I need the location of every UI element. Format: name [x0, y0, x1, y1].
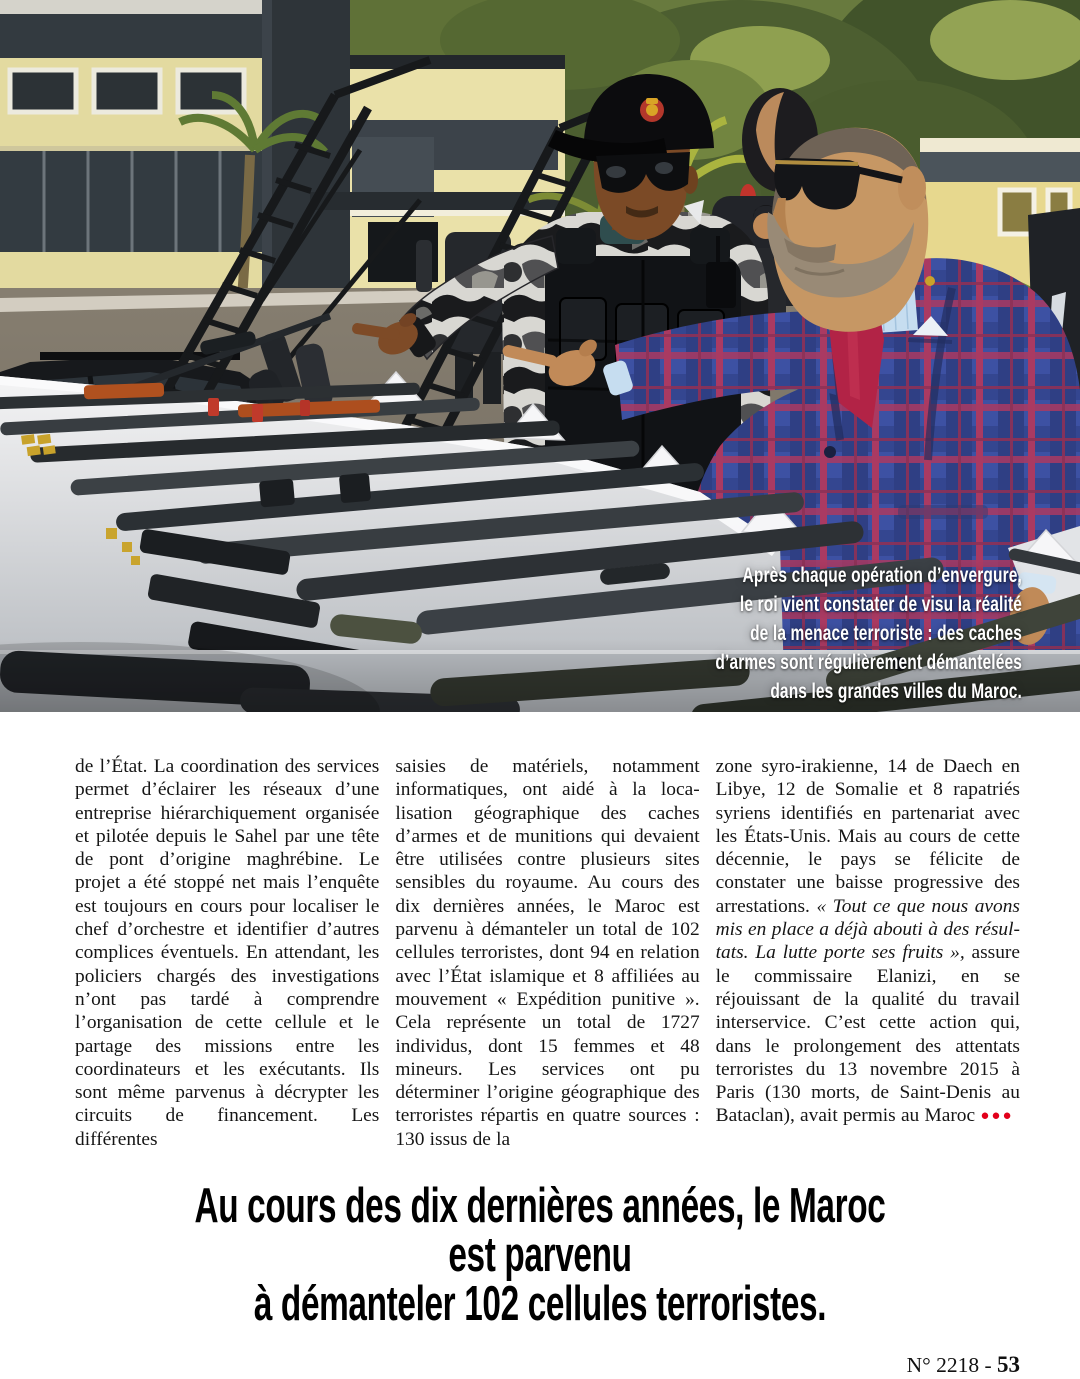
article-columns [0, 712, 1080, 1151]
page-footer [0, 1352, 1080, 1378]
issue-number: N° 2218 - [906, 1353, 997, 1378]
column-3-text: zone syro-irakienne, 14 de Daech en Libye, 12 de Somalie et 8 rapatriés syriens identifiés en partenariat avec les États-Unis. Mais au cours de cette décennie, le pays se félicite de constater une baisse progressive des arrestations. [715, 756, 1020, 917]
headline-line-2: à démanteler 102 cellules terroristes. [253, 1277, 827, 1332]
caption-line: Après chaque opération d’envergure, [742, 563, 1022, 587]
caption-line: le roi vient constater de visu la réalité [739, 592, 1022, 616]
article-column-3 [716, 755, 1020, 1151]
column-3-quote: « Tout ce que nous avons mis en place a déjà abouti à des résultats. La lutte porte ses fruits », [715, 895, 1020, 964]
caption-line: d’armes sont régulièrement démantelées [715, 650, 1022, 674]
photo-caption [619, 561, 1022, 706]
pull-quote-headline [173, 1179, 907, 1332]
article-column-1: de l’État. La coordination des services permet d’éclairer les réseaux d’une entreprise hiérarchiquement organisée et pilotée depuis le Sahel par une tête de pont d’origine maghrébine. Le projet a été stoppé net mais l’enquête est toujours en cours pour localiser le chef d’orchestre et identifier d’autres complices éventuels. En attendant, les policiers chargés des investigations n’ont pas tardé à comprendre l’organisation de cette cellule et le partage des missions entre les coordinateurs et les exécutants. Ils sont même parvenus à décrypter les circuits de financement. Les différentes [75, 756, 380, 1150]
headline-line-1: Au cours des dix dernières années, le Maroc est parvenu [194, 1179, 886, 1283]
page-number: 53 [997, 1352, 1020, 1378]
column-3-text-after: assure le commissaire Elanizi, en se réjouissant de la qualité du travail interservice. C’est cette action qui, dans le prolongement des attentats terroristes du 13 novembre 2015 à Paris (130 morts, de Saint-Denis au Bataclan), avait permis au Maroc [715, 942, 1020, 1127]
article-column-2: saisies de matériels, notamment informatiques, ont aidé à la localisation géographique des caches d’armes et de munitions qui devaient être utilisées contre plusieurs sites sensibles du royaume. Au cours des dix dernières années, le Maroc est parvenu à démanteler un total de 102 cellules terroristes, dont 94 en relation avec l’État islamique et 8 affiliées au mouvement « Expédition punitive ». Cela représente un total de 1727 individus, dont 15 femmes et 48 mineurs. Les services ont pu déterminer l’origine géographique des terroristes répartis en quatre sources : 130 issus de la [395, 756, 700, 1150]
caption-line: de la menace terroriste : des caches [750, 621, 1022, 645]
caption-line: dans les grandes villes du Maroc. [770, 679, 1022, 703]
continuation-dots-icon: ●●● [980, 1108, 1014, 1125]
